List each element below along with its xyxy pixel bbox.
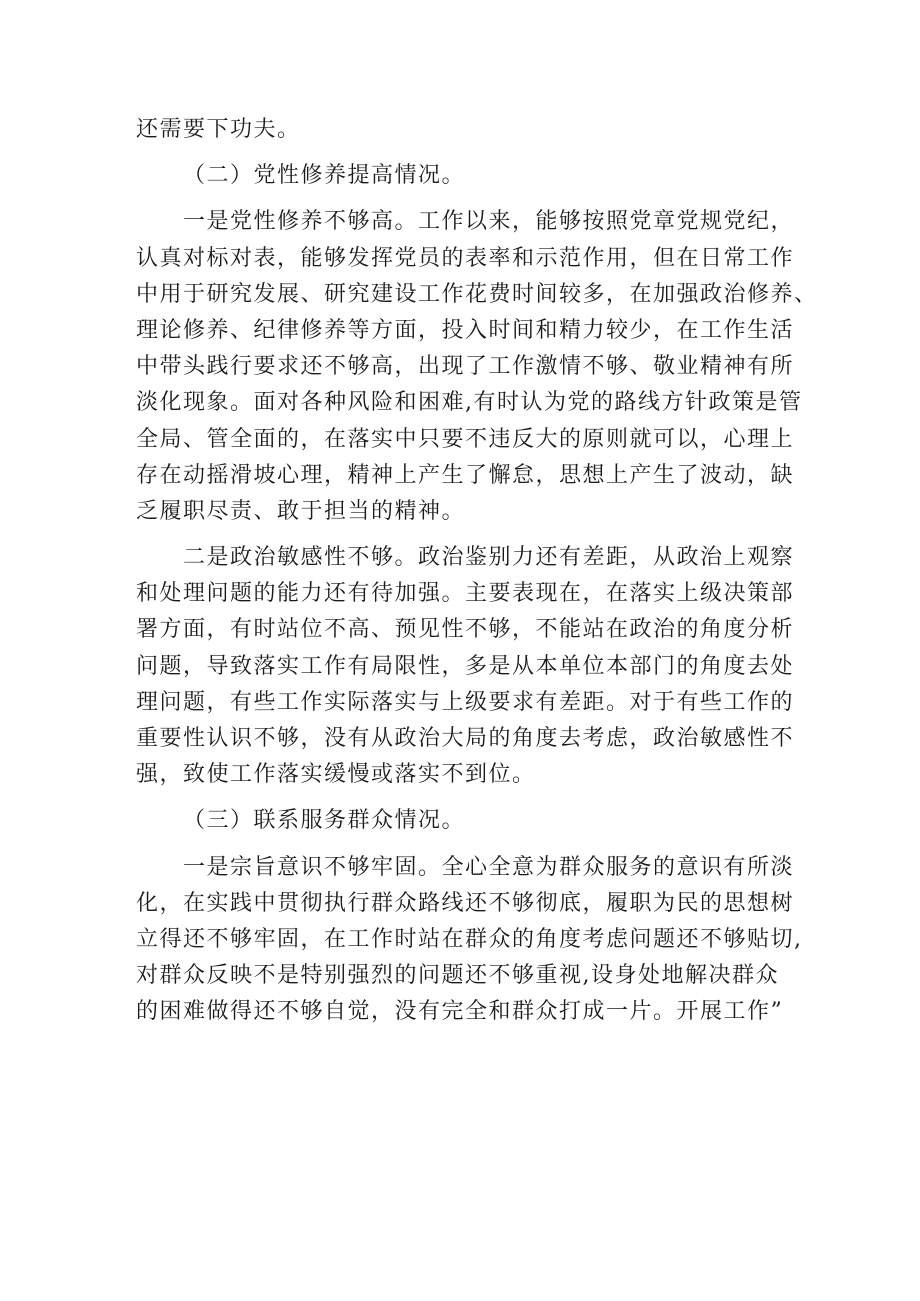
body-line: 化，在实践中贯彻执行群众路线还不够彻底，履职为民的思想树 [136,890,795,916]
body-line: 立得还不够牢固，在工作时站在群众的角度考虑问题还不够贴切, [136,926,803,952]
document-body [136,112,818,1031]
body-line: 淡化现象。面对各种风险和困难,有时认为党的路线方针政策是管 [136,390,803,416]
body-line: 中用于研究发展、研究建设工作花费时间较多，在加强政治修养、 [136,281,818,307]
body-line: 署方面，有时站位不高、预见性不够，不能站在政治的角度分析 [136,617,795,643]
body-line: 重要性认识不够，没有从政治大局的角度去考虑，政治敏感性不 [136,726,795,751]
body-line: 全局、管全面的，在落实中只要不违反大的原则就可以，心理上 [136,426,795,452]
body-line: 的困难做得还不够自觉，没有完全和群众打成一片。开展工作” [136,999,784,1025]
body-line: 认真对标对表，能够发挥党员的表率和示范作用，但在日常工作 [136,245,795,271]
body-line: 存在动摇滑坡心理，精神上产生了懈怠，思想上产生了波动，缺 [136,462,795,488]
body-line: 强，致使工作落实缓慢或落实不到位。 [136,762,536,788]
body-line: 还需要下功夫。 [136,117,301,142]
body-line: 一是党性修养不够高。工作以来，能够按照党章党规党纪， [183,209,795,235]
body-line: 理问题，有些工作实际落实与上级要求有差距。对于有些工作的 [136,689,795,715]
body-line: 问题，导致落实工作有局限性，多是从本单位本部门的角度去处 [136,653,795,679]
section-heading: （三）联系服务群众情况。 [183,808,466,834]
body-line: 一是宗旨意识不够牢固。全心全意为群众服务的意识有所淡 [183,854,795,880]
body-line: 二是政治敏感性不够。政治鉴别力还有差距，从政治上观察 [183,545,795,571]
body-line: 乏履职尽责、敢于担当的精神。 [136,498,466,524]
body-line: 对群众反映不是特别强烈的问题还不够重视,设身处地解决群众 [136,963,779,989]
section-heading: （二）党性修养提高情况。 [183,163,466,189]
body-line: 和处理问题的能力还有待加强。主要表现在，在落实上级决策部 [136,581,795,607]
body-line: 中带头践行要求还不够高，出现了工作激情不够、敬业精神有所 [136,354,795,380]
body-line: 理论修养、纪律修养等方面，投入时间和精力较少，在工作生活 [136,317,795,343]
